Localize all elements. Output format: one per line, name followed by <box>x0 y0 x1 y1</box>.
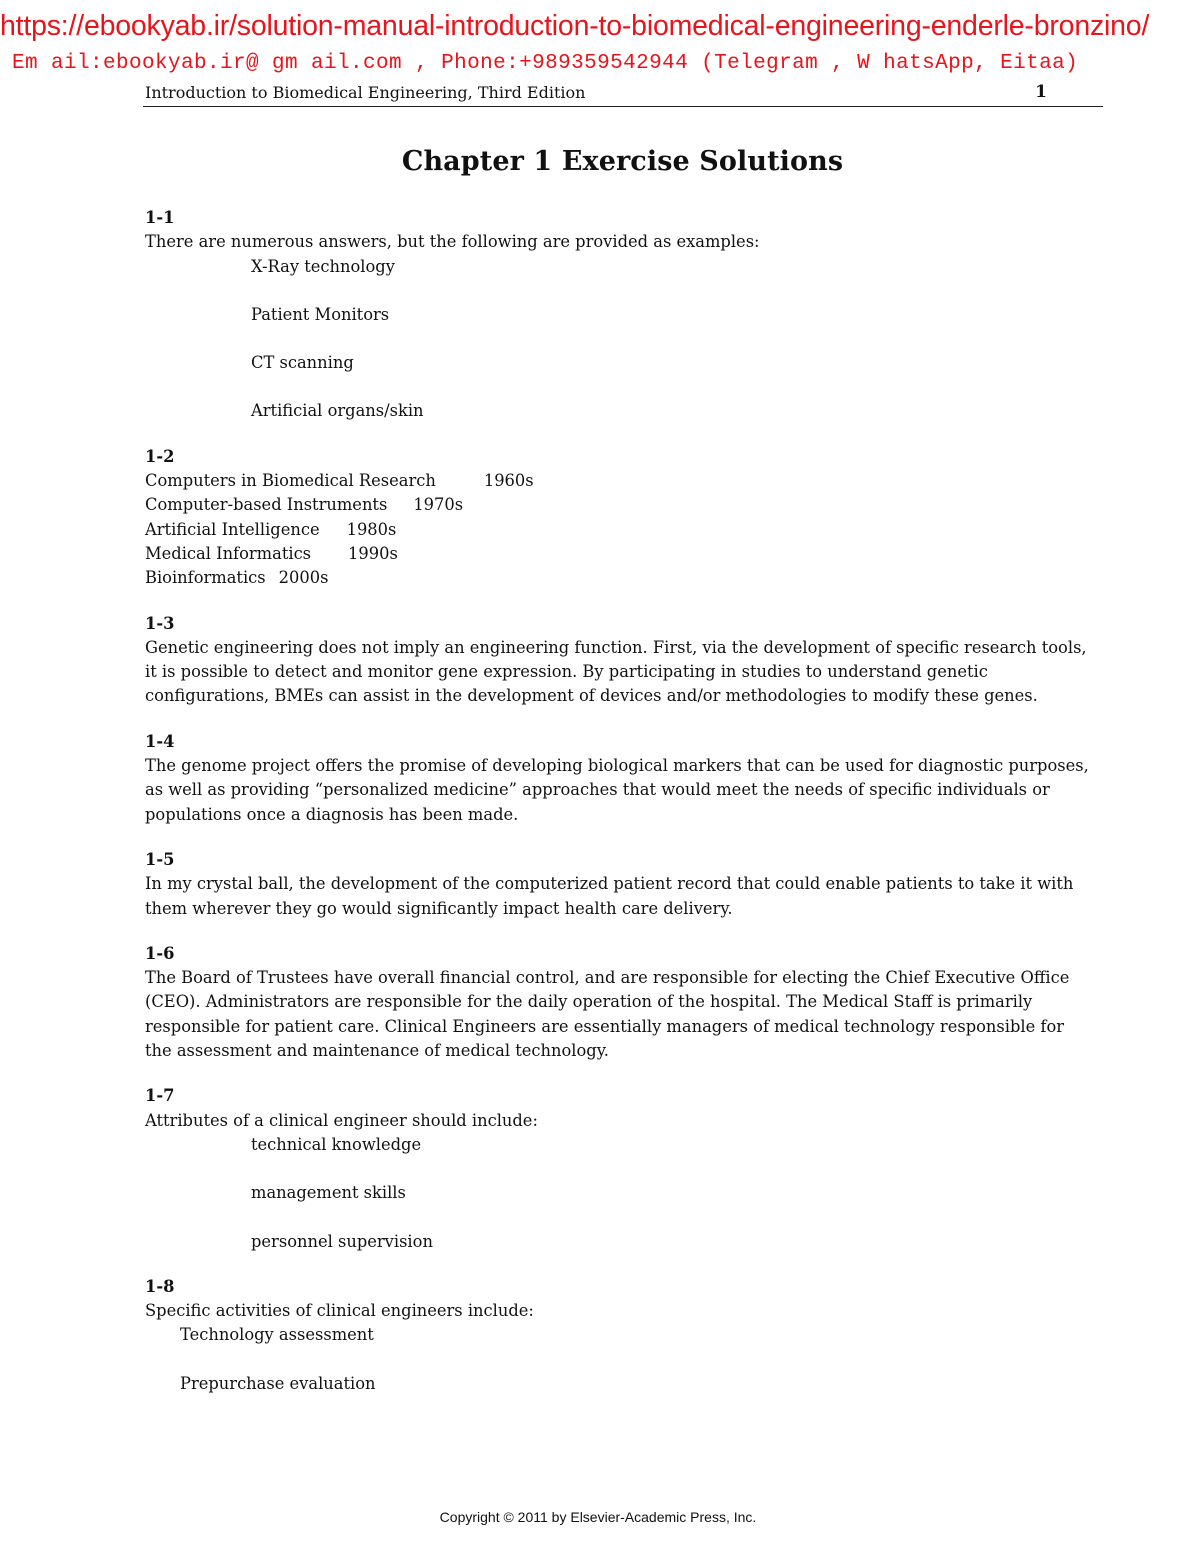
exercise-1-6 <box>145 942 1095 1063</box>
exercise-1-1 <box>145 206 1095 424</box>
exercise-number: 1-5 <box>145 849 175 869</box>
era-row <box>145 493 1095 517</box>
exercise-answer: The genome project offers the promise of developing biological markers that can be used for diagnostic purposes, as well as providing “personalized medicine” approaches that would meet the needs of specific individuals or populations once a diagnosis has been made. <box>145 756 1089 824</box>
list-item: Artificial organs/skin <box>251 401 424 421</box>
era-decade: 1990s <box>348 543 398 563</box>
list-item: Technology assessment <box>180 1325 374 1345</box>
exercise-1-8 <box>145 1275 1095 1396</box>
era-topic: Medical Informatics <box>145 543 312 563</box>
exercise-1-4 <box>145 730 1095 827</box>
exercise-intro: Specific activities of clinical engineers include: <box>145 1301 534 1321</box>
exercise-1-5 <box>145 848 1095 921</box>
exercise-answer: The Board of Trustees have overall financial control, and are responsible for electing the Chief Executive Office (CEO). Administrators are responsible for the daily operation of the hospital. The Medical Staff is primarily responsible for patient care. Clinical Engineers are essentially managers of medical technology responsible for the assessment and maintenance of medical technology. <box>145 968 1070 1061</box>
chapter-title: Chapter 1 Exercise Solutions <box>401 146 844 177</box>
exercise-intro: Attributes of a clinical engineer should include: <box>145 1110 538 1130</box>
exercise-number: 1-3 <box>145 613 175 633</box>
exercise-answer: Genetic engineering does not imply an engineering function. First, via the development of specific research tools, it is possible to detect and monitor gene expression. By participating in studies to understand genetic configurations, BMEs can assist in the development of devices and/or methodologies to modify these genes. <box>145 637 1087 706</box>
list-item: Prepurchase evaluation <box>180 1373 376 1393</box>
exercise-answer: In my crystal ball, the development of the computerized patient record that could enable patients to take it with them wherever they go would significantly impact health care delivery. <box>145 874 1074 918</box>
era-row <box>145 518 1095 542</box>
list-item: CT scanning <box>251 353 354 373</box>
exercise-1-7 <box>145 1084 1095 1253</box>
era-topic: Bioinformatics <box>145 568 266 588</box>
exercise-number: 1-2 <box>145 446 175 466</box>
exercise-intro: There are numerous answers, but the following are provided as examples: <box>145 232 760 252</box>
watermark-contact: Em ail:ebookyab.ir@ gm ail.com , Phone:+989359542944 (Telegram , W hatsApp, Eitaa) <box>12 52 1079 75</box>
watermark-url[interactable]: https://ebookyab.ir/solution-manual-introduction-to-biomedical-engineering-enderle-bronzino/ <box>0 10 1150 42</box>
exercise-number: 1-8 <box>145 1276 175 1296</box>
era-decade: 1970s <box>413 495 464 515</box>
list-item: X-Ray technology <box>251 256 395 276</box>
page-number: 1 <box>1035 82 1047 102</box>
era-row <box>145 542 1095 566</box>
exercise-list <box>145 206 1095 1417</box>
list-item: management skills <box>251 1183 406 1203</box>
era-row <box>145 469 1095 493</box>
era-topic: Computer-based Instruments <box>145 495 388 515</box>
list-item: personnel supervision <box>251 1231 433 1251</box>
exercise-1-2 <box>145 445 1095 591</box>
exercise-1-3 <box>145 612 1095 709</box>
era-decade: 1980s <box>346 519 397 539</box>
era-row <box>145 566 1095 590</box>
running-header <box>143 82 1103 107</box>
copyright-footer <box>0 1509 1200 1525</box>
list-item: Patient Monitors <box>251 304 390 324</box>
book-title: Introduction to Biomedical Engineering, Third Edition <box>145 83 586 102</box>
exercise-number: 1-7 <box>145 1086 175 1106</box>
exercise-number: 1-4 <box>145 731 175 751</box>
era-decade: 2000s <box>278 568 329 588</box>
list-item: technical knowledge <box>251 1134 422 1154</box>
era-topic: Artificial Intelligence <box>145 519 320 539</box>
era-decade: 1960s <box>483 471 534 491</box>
copyright-text: Copyright © 2011 by Elsevier-Academic Press, Inc. <box>439 1509 757 1525</box>
exercise-number: 1-6 <box>145 943 175 963</box>
exercise-number: 1-1 <box>145 208 175 227</box>
era-topic: Computers in Biomedical Research <box>145 471 436 491</box>
